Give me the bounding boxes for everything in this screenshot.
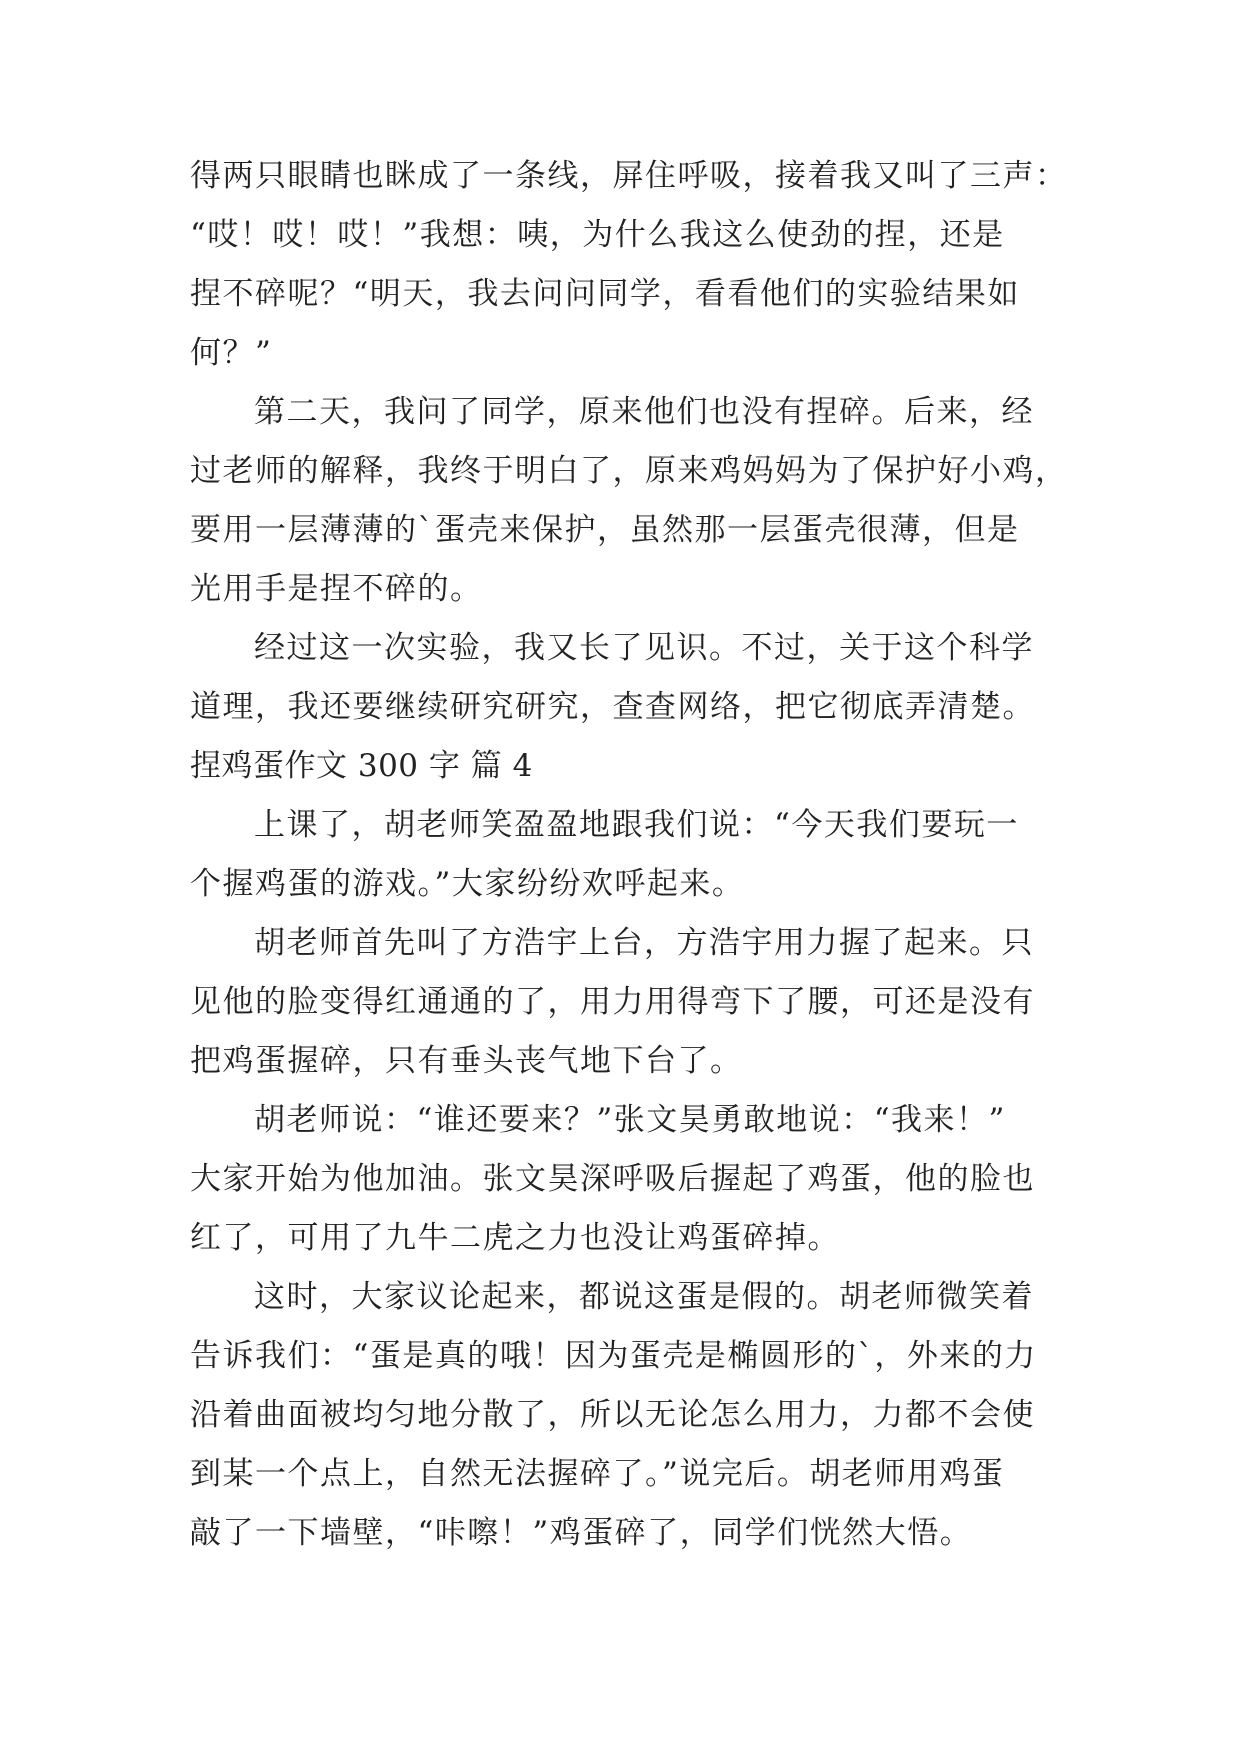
text-line: 光用手是捏不碎的。 bbox=[190, 571, 483, 607]
paragraph-first-line: 第二天，我问了同学，原来他们也没有捏碎。后来，经 bbox=[254, 394, 1034, 430]
text-line: 何？” bbox=[190, 335, 273, 371]
text-line: 得两只眼睛也眯成了一条线，屏住呼吸，接着我又叫了三声： bbox=[190, 158, 1068, 194]
paragraph-first-line: 经过这一次实验，我又长了见识。不过，关于这个科学 bbox=[254, 630, 1034, 666]
paragraph-first-line: 胡老师说：“谁还要来？”张文昊勇敢地说：“我来！” bbox=[254, 1102, 1006, 1138]
text-line: 要用一层薄薄的`蛋壳来保护，虽然那一层蛋壳很薄，但是 bbox=[190, 512, 1020, 548]
text-line: 道理，我还要继续研究研究，查查网络，把它彻底弄清楚。 bbox=[190, 689, 1035, 725]
text-line: 见他的脸变得红通通的了，用力用得弯下了腰，可还是没有 bbox=[190, 984, 1035, 1020]
text-line: 到某一个点上，自然无法握碎了。”说完后。胡老师用鸡蛋 bbox=[190, 1456, 1005, 1492]
document-body bbox=[190, 147, 1070, 1563]
text-line: 大家开始为他加油。张文昊深呼吸后握起了鸡蛋，他的脸也 bbox=[190, 1161, 1035, 1197]
paragraph-first-line: 胡老师首先叫了方浩宇上台，方浩宇用力握了起来。只 bbox=[254, 925, 1034, 961]
text-line: 沿着曲面被均匀地分散了，所以无论怎么用力，力都不会使 bbox=[190, 1397, 1035, 1433]
section-heading: 捏鸡蛋作文 300 字 篇 4 bbox=[190, 748, 533, 784]
text-line: 把鸡蛋握碎，只有垂头丧气地下台了。 bbox=[190, 1043, 743, 1079]
text-line: 敲了一下墙壁，“咔嚓！”鸡蛋碎了，同学们恍然大悟。 bbox=[190, 1515, 973, 1551]
text-line: 个握鸡蛋的游戏。”大家纷纷欢呼起来。 bbox=[190, 866, 745, 902]
text-line: 捏不碎呢？“明天，我去问问同学，看看他们的实验结果如 bbox=[190, 276, 1020, 312]
paragraph-first-line: 这时，大家议论起来，都说这蛋是假的。胡老师微笑着 bbox=[254, 1279, 1034, 1315]
text-line: “哎！哎！哎！”我想：咦，为什么我这么使劲的捏，还是 bbox=[190, 217, 1005, 253]
paragraph-first-line: 上课了，胡老师笑盈盈地跟我们说：“今天我们要玩一 bbox=[254, 807, 1019, 843]
text-line: 告诉我们：“蛋是真的哦！因为蛋壳是椭圆形的`，外来的力 bbox=[190, 1338, 1037, 1374]
text-line: 过老师的解释，我终于明白了，原来鸡妈妈为了保护好小鸡， bbox=[190, 453, 1068, 489]
text-line: 红了，可用了九牛二虎之力也没让鸡蛋碎掉。 bbox=[190, 1220, 840, 1256]
